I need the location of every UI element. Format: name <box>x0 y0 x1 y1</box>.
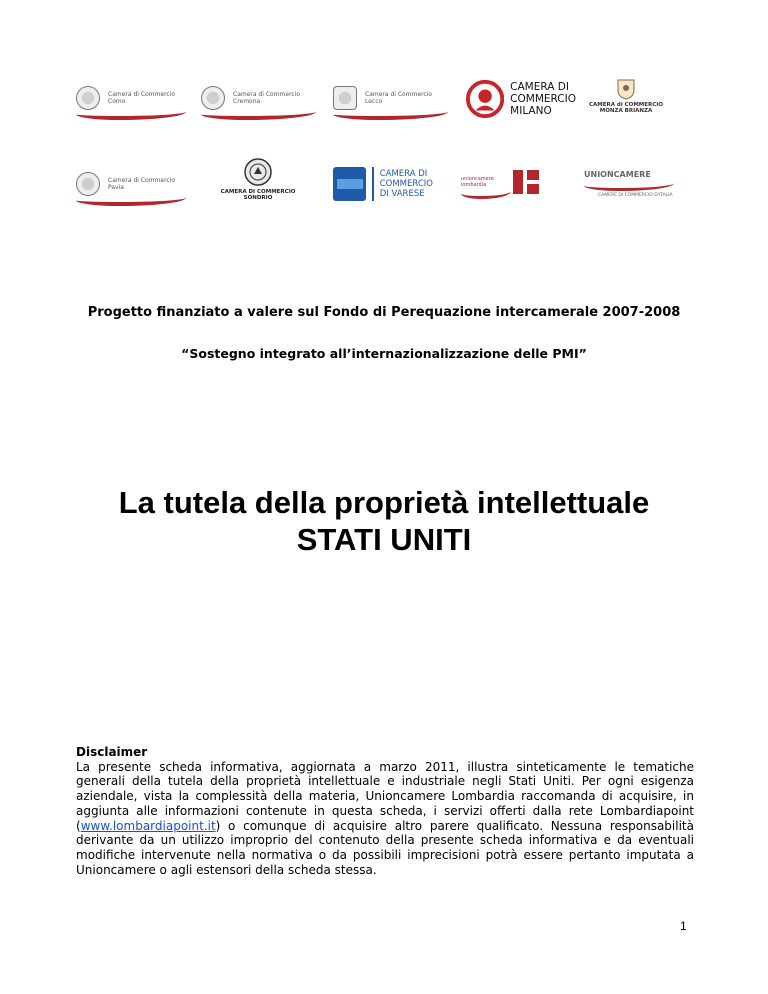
logo-lecco-line1: Camera di Commercio <box>365 91 433 98</box>
title-line-1: La tutela della proprietà intellettuale <box>118 485 650 520</box>
logo-monza-text: CAMERA di COMMERCIO MONZA BRIANZA <box>588 102 664 114</box>
logo-milano-line2: COMMERCIO <box>510 93 576 105</box>
logo-varese-line3: DI VARESE <box>379 189 425 199</box>
logo-como-line2: Como <box>108 98 126 105</box>
logo-como-line1: Camera di Commercio <box>108 91 176 98</box>
swoosh-decoration <box>333 106 448 120</box>
logo-camera-cremona <box>201 80 316 116</box>
logo-unioncamere-sub: CAMERE DI COMMERCIO D'ITALIA <box>598 193 673 198</box>
logo-unioncamere-text: UNIONCAMERE <box>584 170 651 179</box>
project-subtitle: “Sostegno integrato all’internazionalizzazione delle PMI” <box>181 346 587 361</box>
logo-cremona-line2: Cremona <box>233 98 261 105</box>
milano-emblem-icon <box>466 79 504 119</box>
logo-camera-monza <box>584 78 668 118</box>
disclaimer-heading: Disclaimer <box>76 745 148 759</box>
swoosh-decoration <box>76 192 186 206</box>
swoosh-decoration <box>76 106 186 120</box>
monza-crest-icon <box>617 78 635 100</box>
logo-varese-line2: COMMERCIO <box>379 179 433 189</box>
disclaimer-section <box>76 745 694 877</box>
logo-sondrio-text: CAMERA DI COMMERCIO SONDRIO <box>220 189 296 201</box>
logo-camera-sondrio <box>216 158 300 202</box>
page-number: 1 <box>680 919 687 933</box>
disclaimer-body <box>76 760 694 878</box>
swoosh-decoration <box>461 186 511 199</box>
swoosh-decoration <box>584 178 674 191</box>
logo-cremona-line1: Camera di Commercio <box>233 91 301 98</box>
disclaimer-text-2: ) o comunque di acquisire altro parere qualificato. Nessuna responsabilità derivante da un utilizzo improprio del contenuto della presente scheda informativa e da eventuali modifiche intervenute nella normativa o da possibili imprecisioni potrà essere pertanto imputata a Unioncamere o agli estensori della scheda stessa. <box>76 818 694 877</box>
swoosh-decoration <box>201 106 316 120</box>
logo-camera-varese <box>333 166 433 202</box>
unioncamere-mark-icon <box>513 168 541 196</box>
logo-camera-como <box>76 80 186 116</box>
logo-milano-line3: MILANO <box>510 105 552 117</box>
document-title <box>0 484 768 558</box>
logo-camera-pavia <box>76 166 186 202</box>
varese-mark-icon <box>333 167 366 201</box>
funding-statement: Progetto finanziato a valere sul Fondo di Perequazione intercamerale 2007-2008 <box>87 305 681 320</box>
logo-lecco-line2: Lecco <box>365 98 383 105</box>
logo-varese-line1: CAMERA DI <box>379 169 428 179</box>
logo-camera-lecco <box>333 80 448 116</box>
logo-unioncamere-lombardia <box>461 166 541 198</box>
logo-pavia-line1: Camera di Commercio <box>108 177 176 184</box>
logo-unioncamere <box>584 170 684 202</box>
logo-camera-milano <box>466 76 576 122</box>
logo-pavia-line2: Pavia <box>108 184 124 191</box>
sondrio-seal-icon <box>244 158 272 186</box>
logo-lombardia-text: unioncamere lombardia <box>461 176 494 188</box>
disclaimer-text-1: La presente scheda informativa, aggiornata a marzo 2011, illustra sinteticamente le tematiche generali della tutela della proprietà intellettuale e industriale negli Stati Uniti. Per ogni esigenza aziendale, vista la complessità della materia, Unioncamere Lombardia raccomanda di acquisire, in aggiunta alle informazioni contenute in questa scheda, i servizi offerti dalla rete Lombardiapoint ( <box>76 759 694 833</box>
logo-milano-line1: CAMERA DI <box>510 81 569 93</box>
title-line-2: STATI UNITI <box>296 522 472 557</box>
lombardiapoint-link[interactable]: www.lombardiapoint.it <box>80 818 216 833</box>
